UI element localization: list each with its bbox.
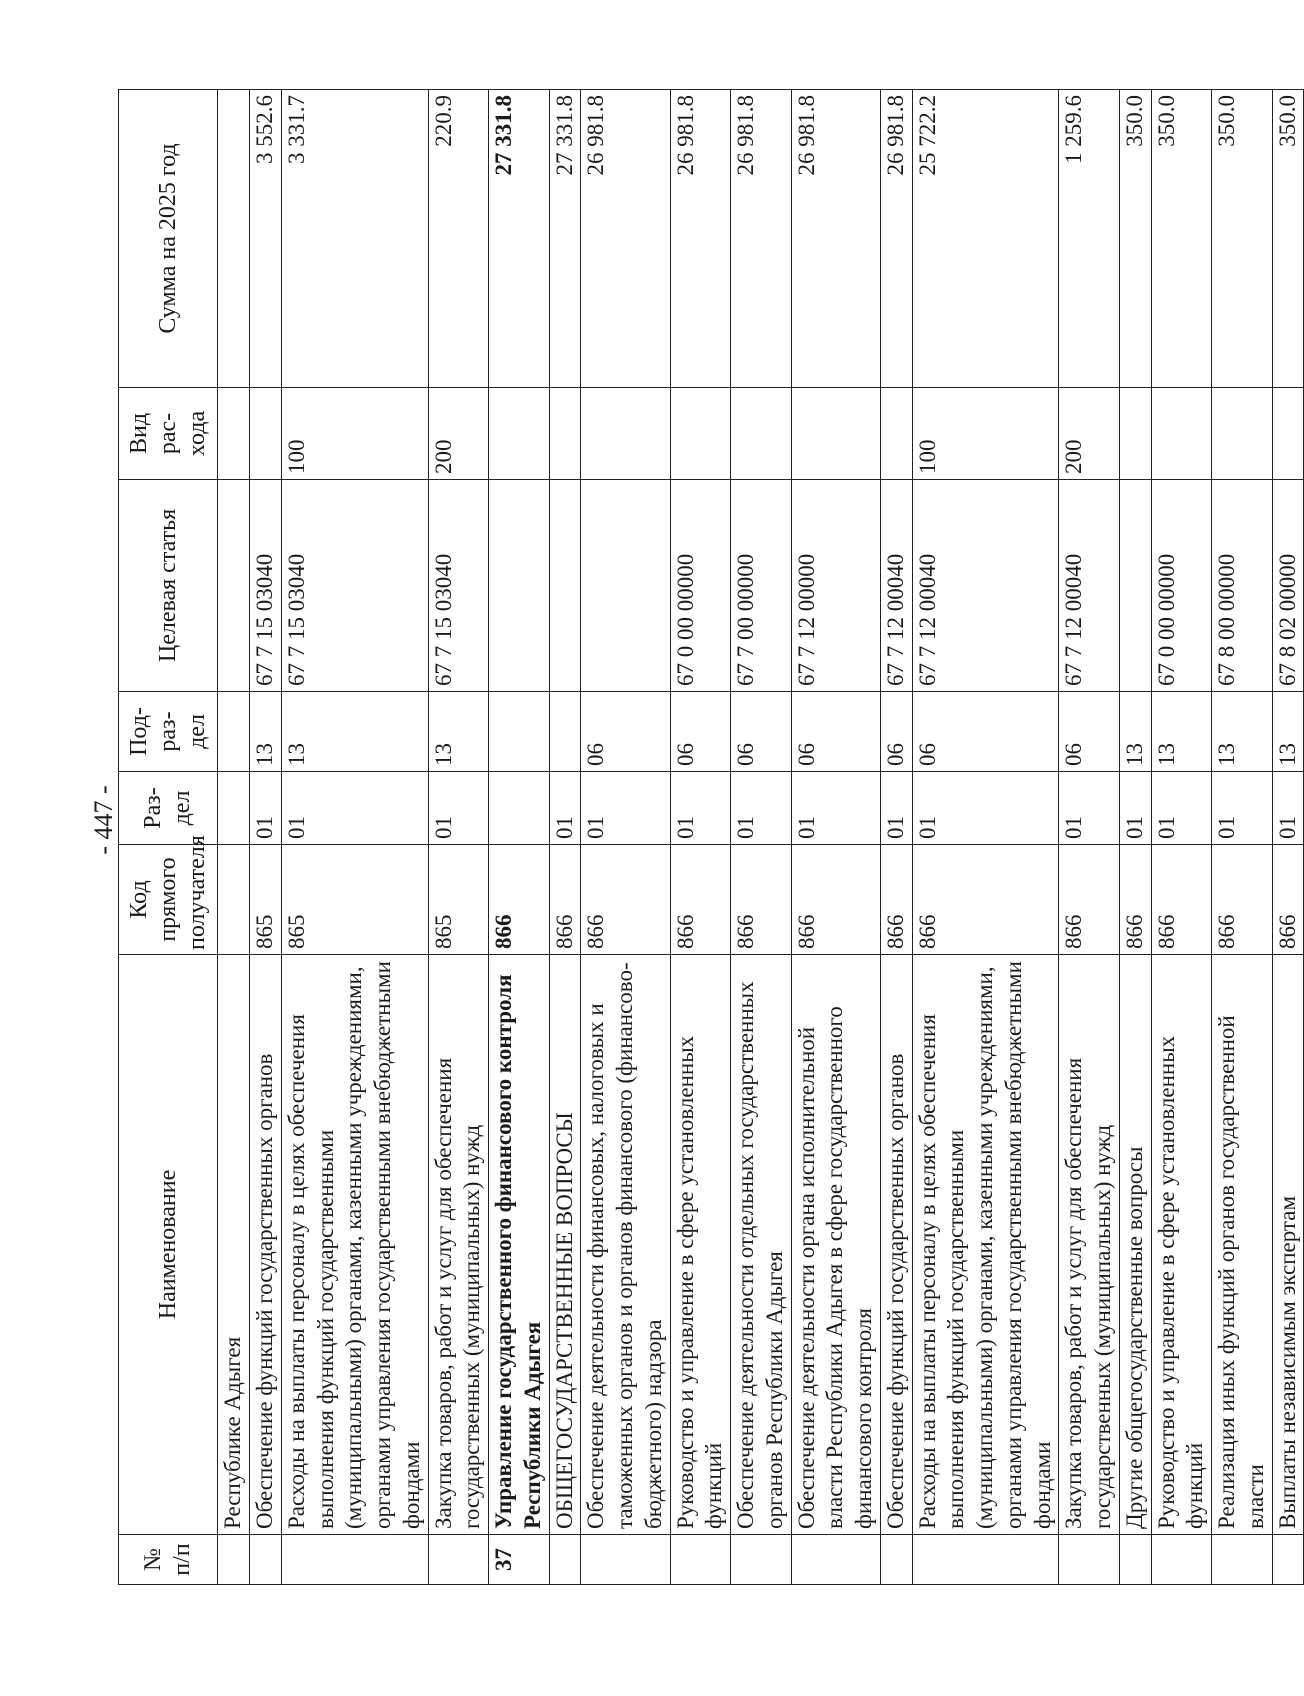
row-target: 67 7 12 00040: [880, 480, 912, 692]
row-name: Выплаты независимым экспертам: [1272, 955, 1304, 1535]
row-section: 01: [1272, 772, 1304, 845]
header-recipient: Код прямого получателя: [119, 845, 218, 955]
row-recipient: 866: [1059, 845, 1120, 955]
row-amount: 26 981.8: [670, 90, 731, 388]
row-num: [1212, 1535, 1273, 1585]
row-section: [489, 772, 550, 845]
row-section: 01: [281, 772, 428, 845]
row-name: Расходы на выплаты персоналу в целях обеспечения выполнения функций государственными (муниципальными) органами, казенными учреждениями, органами управления государственными внебюджетными фондами: [281, 955, 428, 1535]
row-section: 01: [549, 772, 581, 845]
header-num: № п/п: [119, 1535, 218, 1585]
table-row-department: [489, 90, 550, 1585]
row-num: [1059, 1535, 1120, 1585]
row-amount: 26 981.8: [791, 90, 880, 388]
row-target: 67 7 15 03040: [428, 480, 489, 692]
row-name: Другие общегосударственные вопросы: [1119, 955, 1151, 1535]
row-amount: [218, 90, 250, 388]
row-subsection: [218, 692, 250, 772]
row-target: 67 7 12 00000: [791, 480, 880, 692]
row-name: Руководство и управление в сфере установленных функций: [670, 955, 731, 1535]
row-section: 01: [731, 772, 792, 845]
row-section: 01: [912, 772, 1059, 845]
row-amount: 27 331.8: [549, 90, 581, 388]
row-target: [218, 480, 250, 692]
row-target: [549, 480, 581, 692]
row-amount: 27 331.8: [489, 90, 550, 388]
row-subsection: 13: [428, 692, 489, 772]
row-target: 67 7 12 00040: [912, 480, 1059, 692]
row-expense: 200: [428, 388, 489, 480]
row-recipient: 866: [581, 845, 670, 955]
row-amount: 26 981.8: [880, 90, 912, 388]
row-recipient: 866: [1151, 845, 1212, 955]
row-expense: [1212, 388, 1273, 480]
row-subsection: [549, 692, 581, 772]
rotated-table-container: [118, 90, 1300, 1585]
row-subsection: 06: [670, 692, 731, 772]
row-recipient: 866: [791, 845, 880, 955]
row-amount: 220.9: [428, 90, 489, 388]
row-name: Республике Адыгея: [218, 955, 250, 1535]
row-subsection: 06: [731, 692, 792, 772]
row-subsection: 06: [880, 692, 912, 772]
table-row: [549, 90, 581, 1585]
row-expense: [731, 388, 792, 480]
row-num: [791, 1535, 880, 1585]
row-num: [1272, 1535, 1304, 1585]
row-subsection: 13: [250, 692, 282, 772]
row-subsection: 06: [791, 692, 880, 772]
row-num: [250, 1535, 282, 1585]
row-expense: [549, 388, 581, 480]
row-recipient: 866: [489, 845, 550, 955]
table-row: [250, 90, 282, 1585]
row-target: [1119, 480, 1151, 692]
row-amount: 25 722.2: [912, 90, 1059, 388]
row-name: Закупка товаров, работ и услуг для обеспечения государственных (муниципальных) нужд: [1059, 955, 1120, 1535]
row-expense: [250, 388, 282, 480]
header-target: Целевая статья: [119, 480, 218, 692]
row-name: Обеспечение деятельности финансовых, налоговых и таможенных органов и органов финансового (финансово-бюджетного) надзора: [581, 955, 670, 1535]
row-section: [218, 772, 250, 845]
table-row: [281, 90, 428, 1585]
row-num: [880, 1535, 912, 1585]
row-num: [549, 1535, 581, 1585]
row-subsection: 06: [581, 692, 670, 772]
row-target: [489, 480, 550, 692]
row-expense: [218, 388, 250, 480]
row-recipient: 866: [549, 845, 581, 955]
row-name: Обеспечение функций государственных органов: [250, 955, 282, 1535]
row-expense: 100: [281, 388, 428, 480]
row-amount: 26 981.8: [731, 90, 792, 388]
row-name: Управление государственного финансового контроля Республики Адыгея: [489, 955, 550, 1535]
row-subsection: 13: [1119, 692, 1151, 772]
table-row: [880, 90, 912, 1585]
row-subsection: 13: [1151, 692, 1212, 772]
row-recipient: [218, 845, 250, 955]
row-expense: [670, 388, 731, 480]
row-name: Обеспечение деятельности отдельных государственных органов Республики Адыгея: [731, 955, 792, 1535]
table-row: [791, 90, 880, 1585]
row-section: 01: [581, 772, 670, 845]
row-recipient: 865: [428, 845, 489, 955]
row-target: 67 8 00 00000: [1212, 480, 1273, 692]
row-section: 01: [1059, 772, 1120, 845]
row-section: 01: [791, 772, 880, 845]
row-subsection: 13: [1272, 692, 1304, 772]
row-recipient: 866: [1272, 845, 1304, 955]
header-expense: Вид рас-хода: [119, 388, 218, 480]
row-recipient: 866: [731, 845, 792, 955]
row-target: 67 7 15 03040: [250, 480, 282, 692]
row-target: [581, 480, 670, 692]
row-name: Обеспечение функций государственных органов: [880, 955, 912, 1535]
row-recipient: 866: [880, 845, 912, 955]
row-section: 01: [428, 772, 489, 845]
row-expense: [581, 388, 670, 480]
table-header-row: [119, 90, 218, 1585]
row-name: Реализация иных функций органов государственной власти: [1212, 955, 1273, 1535]
row-expense: 200: [1059, 388, 1120, 480]
row-section: 01: [880, 772, 912, 845]
row-subsection: 13: [1212, 692, 1273, 772]
row-name: Расходы на выплаты персоналу в целях обеспечения выполнения функций государственными (муниципальными) органами, казенными учреждениями, органами управления государственными внебюджетными фондами: [912, 955, 1059, 1535]
row-amount: 350.0: [1272, 90, 1304, 388]
row-section: 01: [250, 772, 282, 845]
table-row: [1151, 90, 1212, 1585]
table-row: [1059, 90, 1120, 1585]
table-row: [912, 90, 1059, 1585]
table-row: [1272, 90, 1304, 1585]
table-row: [1212, 90, 1273, 1585]
row-section: 01: [1119, 772, 1151, 845]
row-amount: 1 259.6: [1059, 90, 1120, 388]
row-num: [1119, 1535, 1151, 1585]
row-target: 67 7 12 00040: [1059, 480, 1120, 692]
row-recipient: 865: [250, 845, 282, 955]
row-expense: [791, 388, 880, 480]
row-recipient: 866: [1212, 845, 1273, 955]
row-target: 67 7 00 00000: [731, 480, 792, 692]
row-section: 01: [1151, 772, 1212, 845]
row-recipient: 866: [912, 845, 1059, 955]
row-target: 67 0 00 00000: [670, 480, 731, 692]
table-row: [670, 90, 731, 1585]
row-subsection: 13: [281, 692, 428, 772]
row-num: [218, 1535, 250, 1585]
row-name: ОБЩЕГОСУДАРСТВЕННЫЕ ВОПРОСЫ: [549, 955, 581, 1535]
header-section: Раз-дел: [119, 772, 218, 845]
row-amount: 350.0: [1212, 90, 1273, 388]
table-row: [731, 90, 792, 1585]
table-row: [1119, 90, 1151, 1585]
row-name: Руководство и управление в сфере установленных функций: [1151, 955, 1212, 1535]
row-num: [912, 1535, 1059, 1585]
row-expense: [1119, 388, 1151, 480]
row-expense: [1151, 388, 1212, 480]
page-number: - 447 -: [89, 785, 118, 855]
row-expense: [1272, 388, 1304, 480]
row-expense: [489, 388, 550, 480]
table-row: [581, 90, 670, 1585]
row-amount: 350.0: [1119, 90, 1151, 388]
row-target: 67 7 15 03040: [281, 480, 428, 692]
row-amount: 3 331.7: [281, 90, 428, 388]
table-row: [218, 90, 250, 1585]
row-num: 37: [489, 1535, 550, 1585]
row-expense: [880, 388, 912, 480]
row-expense: 100: [912, 388, 1059, 480]
table-row: [428, 90, 489, 1585]
row-name: Обеспечение деятельности органа исполнительной власти Республики Адыгея в сфере государственного финансового контроля: [791, 955, 880, 1535]
row-num: [281, 1535, 428, 1585]
row-recipient: 865: [281, 845, 428, 955]
row-subsection: 06: [912, 692, 1059, 772]
header-amount: Сумма на 2025 год: [119, 90, 218, 388]
row-amount: 350.0: [1151, 90, 1212, 388]
row-target: 67 0 00 00000: [1151, 480, 1212, 692]
row-num: [731, 1535, 792, 1585]
header-subsection: Под-раз-дел: [119, 692, 218, 772]
row-recipient: 866: [1119, 845, 1151, 955]
row-num: [581, 1535, 670, 1585]
row-num: [428, 1535, 489, 1585]
row-num: [670, 1535, 731, 1585]
budget-table: [118, 89, 1304, 1585]
row-num: [1151, 1535, 1212, 1585]
row-recipient: 866: [670, 845, 731, 955]
row-target: 67 8 02 00000: [1272, 480, 1304, 692]
header-name: Наименование: [119, 955, 218, 1535]
row-section: 01: [670, 772, 731, 845]
row-name: Закупка товаров, работ и услуг для обеспечения государственных (муниципальных) нужд: [428, 955, 489, 1535]
row-subsection: [489, 692, 550, 772]
row-amount: 3 552.6: [250, 90, 282, 388]
row-amount: 26 981.8: [581, 90, 670, 388]
row-section: 01: [1212, 772, 1273, 845]
row-subsection: 06: [1059, 692, 1120, 772]
